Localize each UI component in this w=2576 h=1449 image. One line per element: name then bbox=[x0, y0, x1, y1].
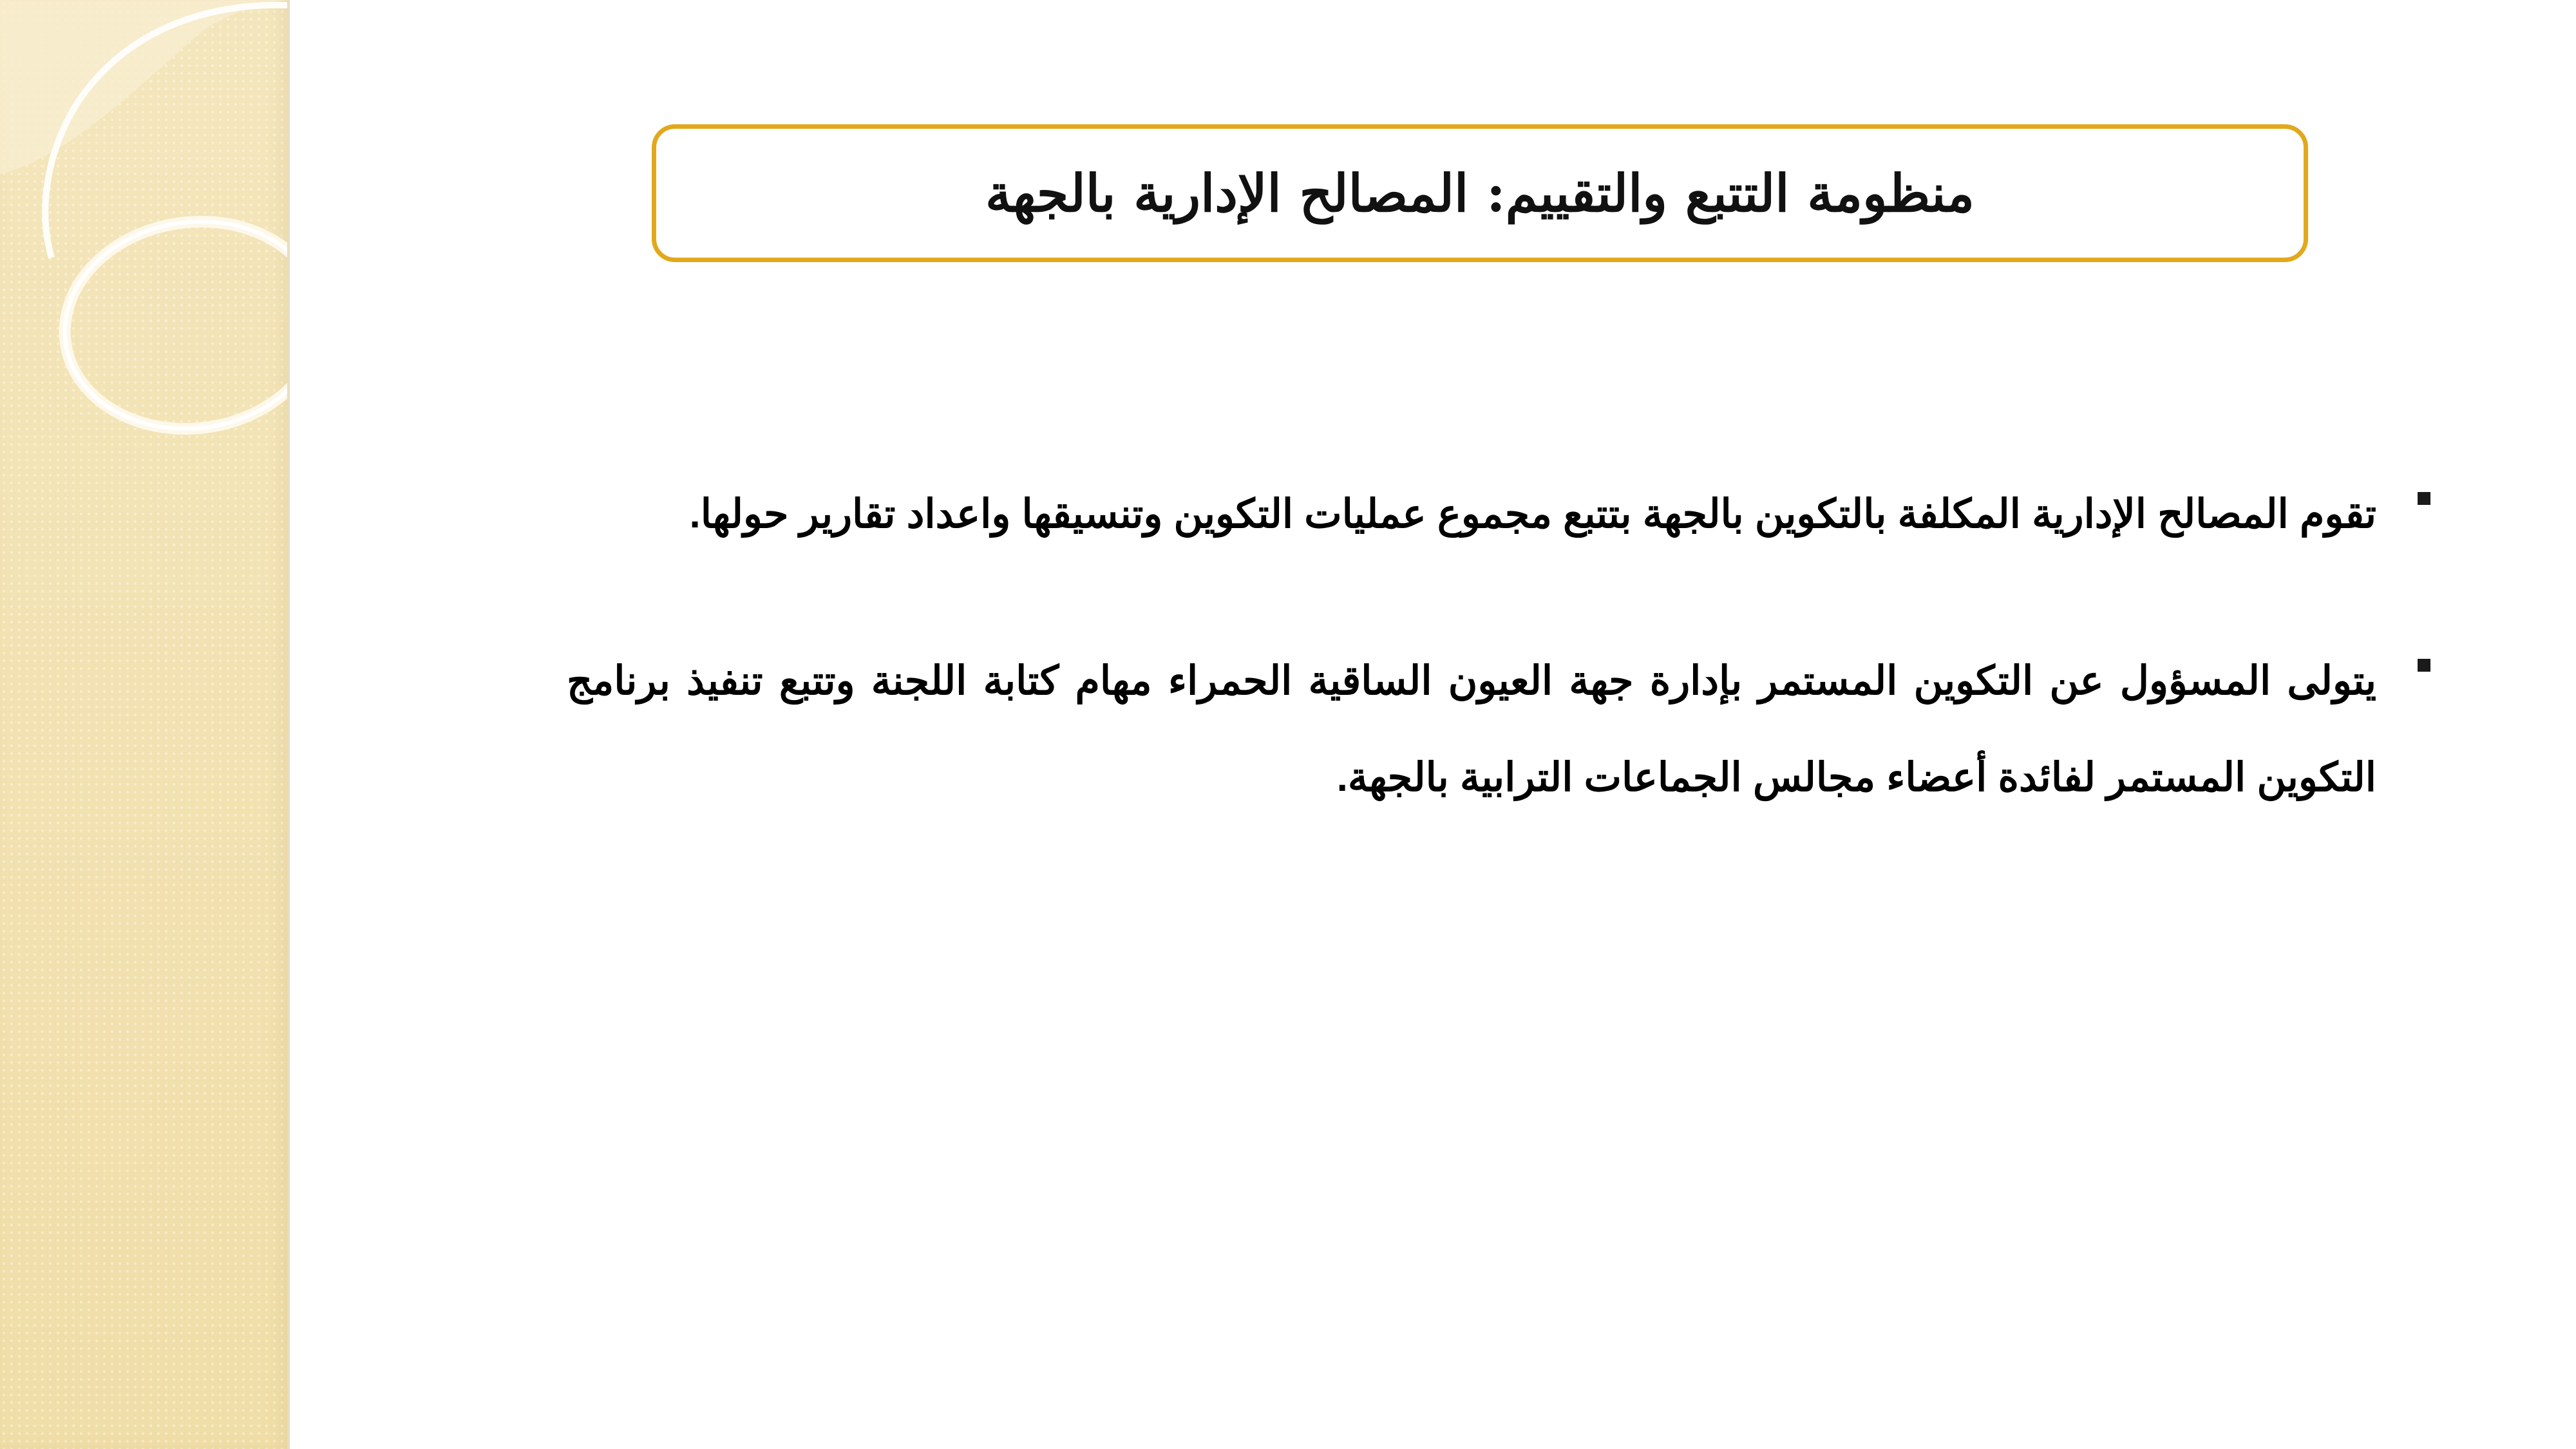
decorative-swirl-graphic bbox=[0, 0, 287, 489]
bullet-text: يتولى المسؤول عن التكوين المستمر بإدارة جهة العيون الساقية الحمراء مهام كتابة اللجنة وتتبع تنفيذ برنامج التكوين المستمر لفائدة أعضاء مجالس الجماعات الترابية بالجهة. bbox=[567, 659, 2376, 800]
bullet-item bbox=[567, 466, 2376, 563]
square-bullet-icon bbox=[2418, 659, 2430, 672]
bullet-text: تقوم المصالح الإدارية المكلفة بالتكوين بالجهة بتتبع مجموع عمليات التكوين وتنسيقها واعداد تقارير حولها. bbox=[689, 492, 2376, 536]
square-bullet-icon bbox=[2418, 492, 2430, 505]
bullet-item bbox=[567, 633, 2376, 826]
title-box bbox=[652, 124, 2308, 262]
bullet-list bbox=[567, 492, 2376, 926]
slide-title: منظومة التتبع والتقييم: المصالح الإدارية بالجهة bbox=[985, 163, 1975, 223]
